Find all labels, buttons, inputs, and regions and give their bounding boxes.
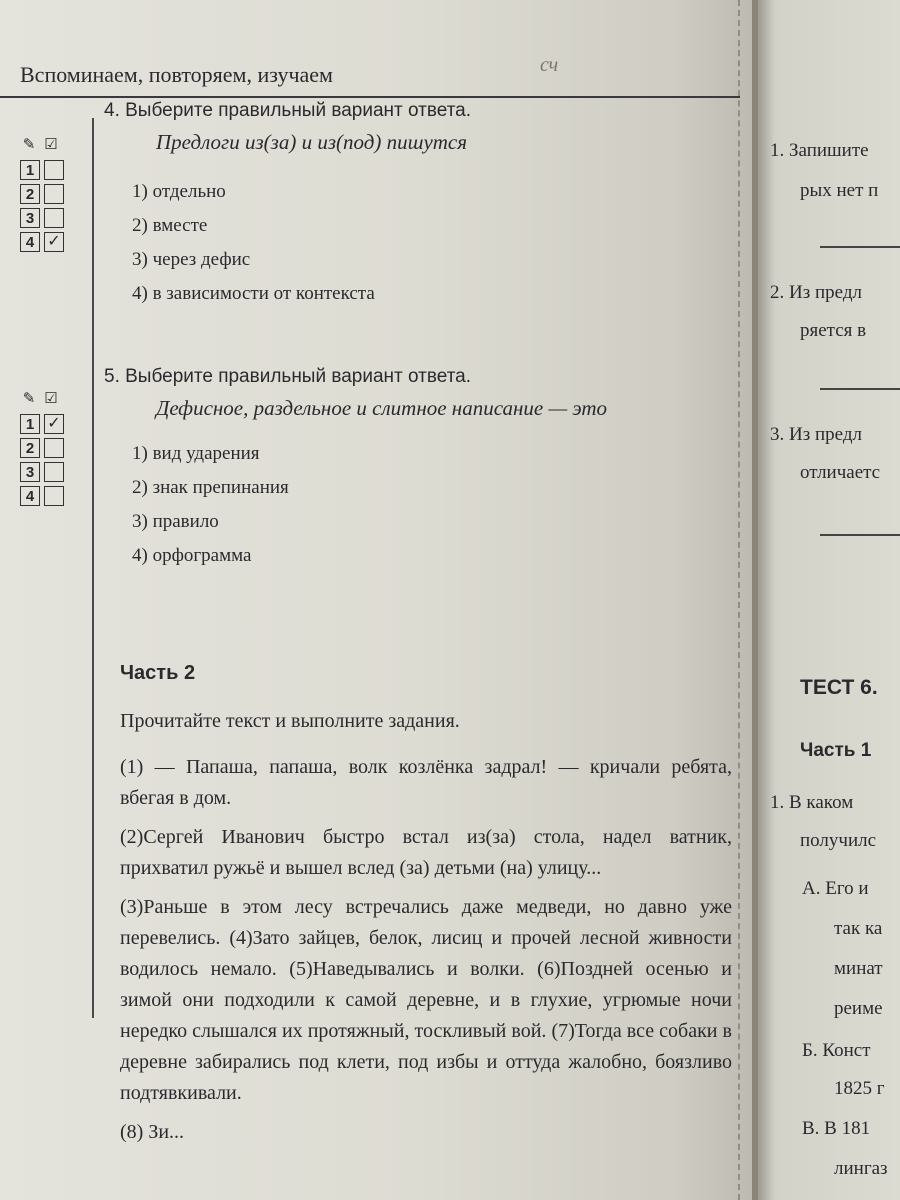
- question-prompt: Дефисное, раздельное и слитное написание — это: [156, 396, 608, 420]
- pencil-note: сч: [540, 54, 559, 76]
- answer-line: [820, 388, 900, 390]
- option: 1) отдельно: [132, 181, 226, 202]
- right-a4: реиме: [834, 998, 883, 1019]
- question-5: [104, 366, 607, 567]
- right-a2: так ка: [834, 918, 883, 939]
- answer-line: [820, 534, 900, 536]
- answer-box-4-checked[interactable]: ✓: [44, 232, 64, 252]
- page-header: Вспоминаем, повторяем, изучаем: [20, 62, 333, 87]
- right-b2: 1825 г: [834, 1078, 885, 1099]
- checkbox-icon: ☑: [44, 137, 58, 153]
- question-4: [104, 100, 471, 305]
- margin-rule: [92, 118, 94, 1018]
- right-q3: 3. Из предл: [770, 424, 862, 445]
- option: 4) орфограмма: [132, 545, 252, 566]
- header-rule: [0, 96, 740, 98]
- question-prompt: Предлоги из(за) и из(под) пишутся: [156, 130, 468, 154]
- option: 1) вид ударения: [132, 443, 260, 464]
- right-v2: лингаз: [834, 1158, 888, 1179]
- reading-text: [120, 752, 732, 1156]
- right-t1: 1. В каком: [770, 792, 854, 813]
- question-title: 4. Выберите правильный вариант ответа.: [104, 100, 472, 121]
- part-1-heading: Часть 1: [800, 740, 872, 761]
- option: 3) правило: [132, 511, 219, 532]
- answer-number-4: 4: [20, 232, 40, 252]
- right-t1-cont: получилс: [800, 830, 877, 851]
- answer-box-3[interactable]: [44, 208, 64, 228]
- answer-box-2[interactable]: [44, 438, 64, 458]
- test-title: ТЕСТ 6.: [800, 676, 878, 699]
- right-a: А. Его и: [802, 878, 869, 899]
- text-paragraph: (2)Сергей Иванович быстро встал из(за) стола, надел ватник, прихватил ружьё и вышел вслед (за) детьми (на) улицу...: [120, 826, 732, 879]
- answer-number-3: 3: [20, 208, 40, 228]
- right-q2-cont: ряется в: [800, 320, 867, 341]
- answer-number-3: 3: [20, 462, 40, 482]
- answer-number-1: 1: [20, 160, 40, 180]
- right-q1: 1. Запишите: [770, 140, 869, 161]
- cut-line: [738, 0, 740, 1200]
- right-q3-cont: отличаетс: [800, 462, 881, 483]
- answer-number-1: 1: [20, 414, 40, 434]
- answer-box-3[interactable]: [44, 462, 64, 482]
- pencil-icon: ✎: [22, 137, 36, 153]
- checkbox-icon: ☑: [44, 391, 58, 407]
- option: 4) в зависимости от контекста: [132, 283, 375, 304]
- pencil-icon: ✎: [22, 391, 36, 407]
- answer-number-2: 2: [20, 184, 40, 204]
- right-q1-cont: рых нет п: [800, 180, 879, 201]
- part-2-instruction: Прочитайте текст и выполните задания.: [120, 710, 460, 732]
- q5-answer-grid: [20, 390, 64, 510]
- answer-box-1[interactable]: [44, 160, 64, 180]
- right-a3: минат: [834, 958, 883, 979]
- q4-answer-grid: [20, 136, 64, 256]
- option: 2) вместе: [132, 215, 208, 236]
- option: 2) знак препинания: [132, 477, 289, 498]
- answer-number-4: 4: [20, 486, 40, 506]
- part-2-heading: Часть 2: [120, 662, 196, 684]
- question-title: 5. Выберите правильный вариант ответа.: [104, 366, 472, 387]
- answer-number-2: 2: [20, 438, 40, 458]
- text-paragraph: (8) Зи...: [120, 1121, 185, 1143]
- text-paragraph: (3)Раньше в этом лесу встречались даже медведи, но давно уже перевелись. (4)Зато зайцев, белок, лисиц и прочей лесной живности водилось немало. (5)Наведывались и волки. (6)Поздней осенью и зимой они подходили к самой деревне, и в глухие, угрюмые ночи нередко слышался их протяжный, тоскливый вой. (7)Тогда все собаки в деревне забирались под клети, под избы и оттуда жалобно, боязливо подтявкивали.: [120, 896, 732, 1104]
- text-paragraph: (1) — Папаша, папаша, волк козлёнка задрал! — кричали ребята, вбегая в дом.: [120, 756, 732, 809]
- right-v: В. В 181: [802, 1118, 871, 1139]
- right-b: Б. Конст: [802, 1040, 871, 1061]
- answer-box-1-checked[interactable]: ✓: [44, 414, 64, 434]
- answer-box-4[interactable]: [44, 486, 64, 506]
- right-q2: 2. Из предл: [770, 282, 862, 303]
- answer-box-2[interactable]: [44, 184, 64, 204]
- answer-line: [820, 246, 900, 248]
- option: 3) через дефис: [132, 249, 251, 270]
